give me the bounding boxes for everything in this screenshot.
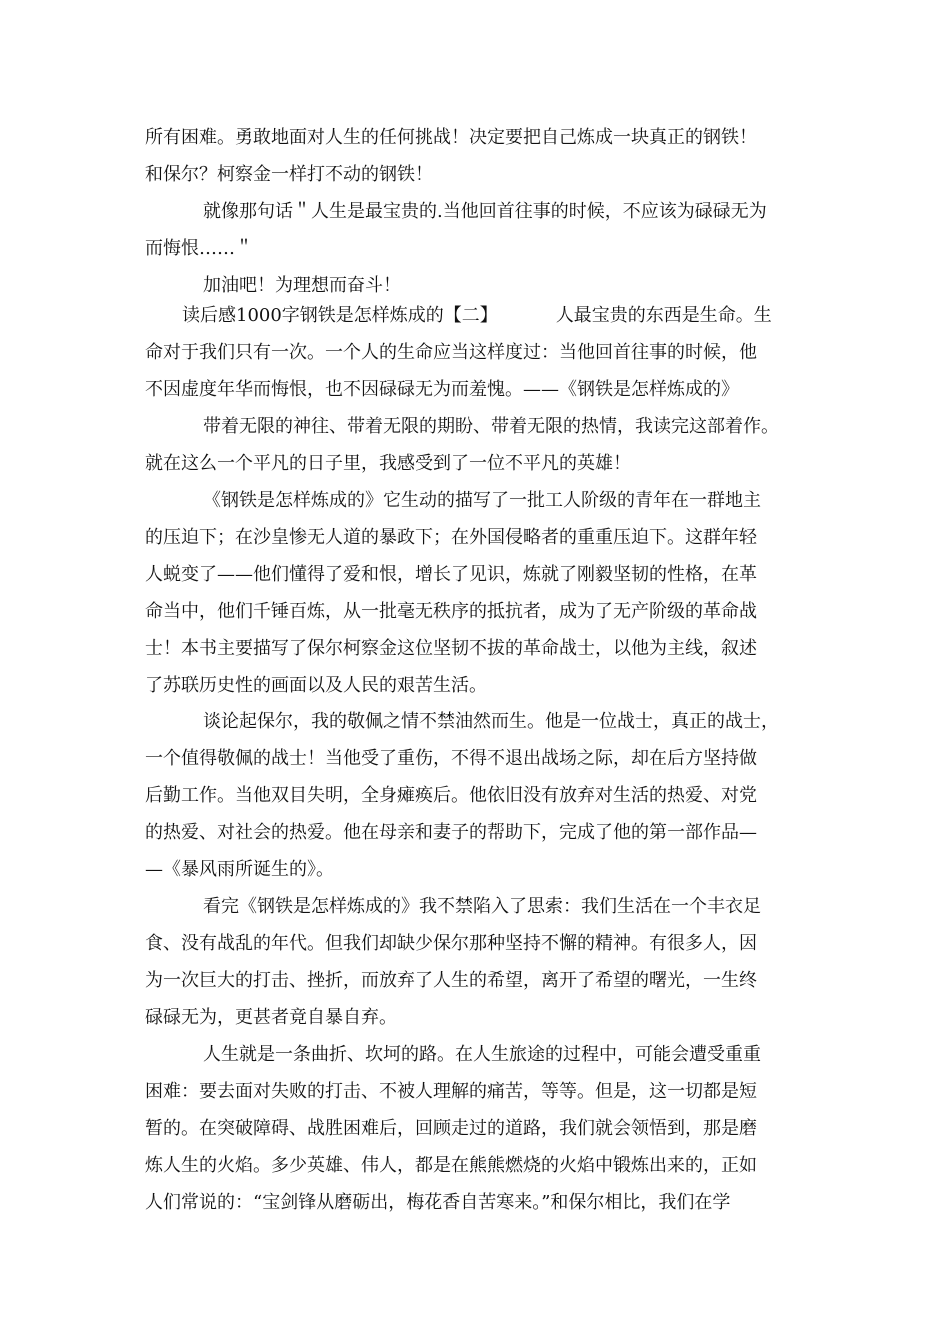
- paragraph-start: 谈论起保尔，我的敬佩之情不禁油然而生。他是一位战士，真正的战士，: [203, 711, 779, 732]
- text-line: 而悔恨……＂: [145, 238, 253, 259]
- paragraph-start: 人生就是一条曲折、坎坷的路。在人生旅途的过程中，可能会遭受重重: [203, 1044, 761, 1065]
- text-line: 了苏联历史性的画面以及人民的艰苦生活。: [145, 675, 487, 696]
- text-line: 人们常说的：“宝剑锋从磨砺出，梅花香自苦寒来。”和保尔相比，我们在学: [145, 1192, 731, 1213]
- section-heading-line: [182, 304, 772, 328]
- text-line: 命对于我们只有一次。一个人的生命应当这样度过：当他回首往事的时候，他: [145, 342, 757, 363]
- text-line: 暂的。在突破障碍、战胜困难后，回顾走过的道路，我们就会领悟到，那是磨: [145, 1118, 757, 1139]
- text-line: 困难：要去面对失败的打击、不被人理解的痛苦，等等。但是，这一切都是短: [145, 1081, 757, 1102]
- heading-continuation-text: 人最宝贵的东西是生命。生: [555, 305, 772, 326]
- text-line: 后勤工作。当他双目失明，全身瘫痪后。他依旧没有放弃对生活的热爱、对党: [145, 785, 757, 806]
- paragraph-start: 加油吧！为理想而奋斗！: [203, 275, 401, 296]
- section-heading: 读后感1000字钢铁是怎样炼成的【二】: [182, 305, 498, 326]
- text-line: 人蜕变了——他们懂得了爱和恨，增长了见识，炼就了刚毅坚韧的性格，在革: [145, 564, 757, 585]
- paragraph-start: 看完《钢铁是怎样炼成的》我不禁陷入了思索：我们生活在一个丰衣足: [203, 896, 761, 917]
- text-line: 的热爱、对社会的热爱。他在母亲和妻子的帮助下，完成了他的第一部作品—: [145, 822, 757, 843]
- text-line: 的压迫下；在沙皇惨无人道的暴政下；在外国侵略者的重重压迫下。这群年轻: [145, 527, 757, 548]
- paragraph-start: 就像那句话＂人生是最宝贵的.当他回首往事的时候，不应该为碌碌无为: [203, 201, 767, 222]
- text-line: —《暴风雨所诞生的》。: [145, 859, 334, 880]
- paragraph-start: 带着无限的神往、带着无限的期盼、带着无限的热情，我读完这部着作。: [203, 416, 779, 437]
- text-line: 所有困难。勇敢地面对人生的任何挑战！决定要把自己炼成一块真正的钢铁！: [145, 127, 757, 148]
- text-line: 就在这么一个平凡的日子里，我感受到了一位不平凡的英雄！: [145, 453, 631, 474]
- text-line: 和保尔？柯察金一样打不动的钢铁！: [145, 164, 433, 185]
- text-line: 不因虚度年华而悔恨，也不因碌碌无为而羞愧。——《钢铁是怎样炼成的》: [145, 379, 739, 400]
- text-line: 食、没有战乱的年代。但我们却缺少保尔那种坚持不懈的精神。有很多人，因: [145, 933, 757, 954]
- text-line: 为一次巨大的打击、挫折，而放弃了人生的希望，离开了希望的曙光，一生终: [145, 970, 757, 991]
- text-line: 碌碌无为，更甚者竟自暴自弃。: [145, 1007, 397, 1028]
- text-line: 士！本书主要描写了保尔柯察金这位坚韧不拔的革命战士，以他为主线，叙述: [145, 638, 757, 659]
- paragraph-start: 《钢铁是怎样炼成的》它生动的描写了一批工人阶级的青年在一群地主: [203, 490, 761, 511]
- text-line: 命当中，他们千锤百炼，从一批毫无秩序的抵抗者，成为了无产阶级的革命战: [145, 601, 757, 622]
- text-line: 一个值得敬佩的战士！当他受了重伤，不得不退出战场之际，却在后方坚持做: [145, 748, 757, 769]
- text-line: 炼人生的火焰。多少英雄、伟人，都是在熊熊燃烧的火焰中锻炼出来的，正如: [145, 1155, 757, 1176]
